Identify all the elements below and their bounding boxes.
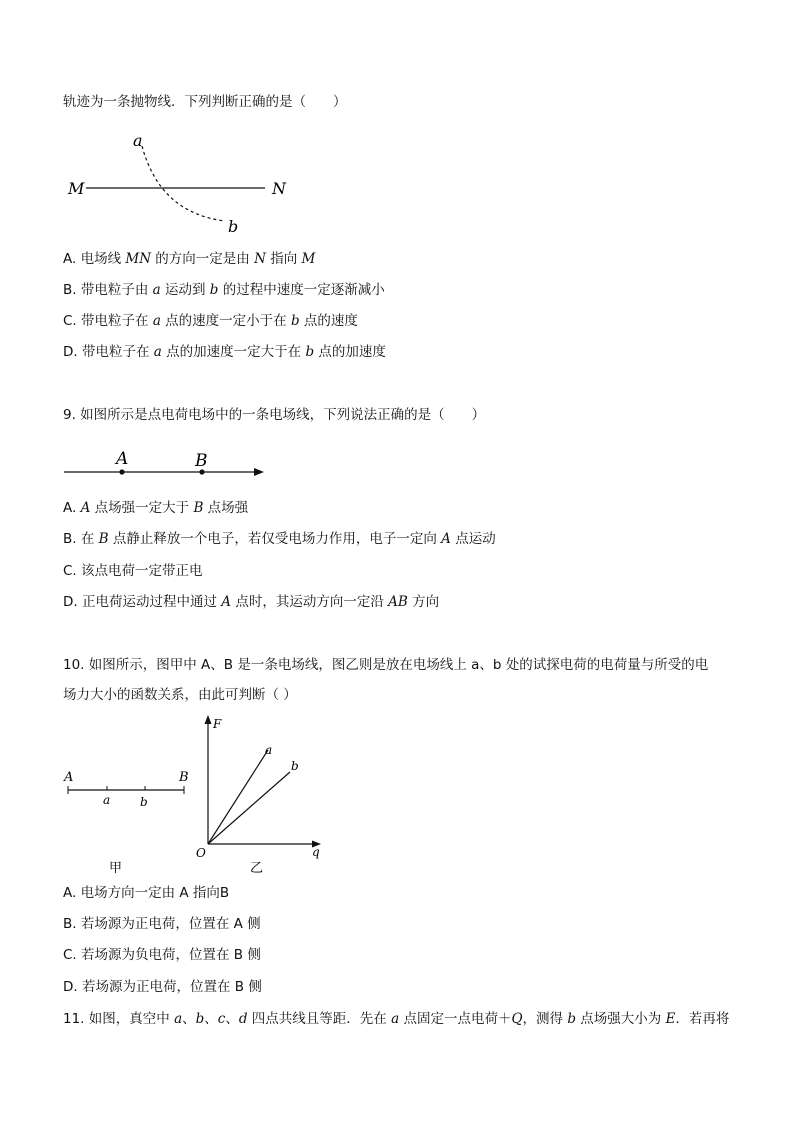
label-a: a xyxy=(103,793,111,807)
line-a xyxy=(208,750,268,844)
q9-option-d: D. 正电荷运动过程中通过 A 点时，其运动方向一定沿 AB 方向 xyxy=(63,594,440,610)
q9-option-b: B. 在 B 点静止释放一个电子，若仅受电场力作用，电子一定向 A 点运动 xyxy=(63,531,496,547)
caption-yi: 乙 xyxy=(250,861,264,876)
q8-option-c: C. 带电粒子在 a 点的速度一定小于在 b 点的速度 xyxy=(63,313,358,329)
q9-option-c: C. 该点电荷一定带正电 xyxy=(63,563,203,579)
q10-stem-line1: 10. 如图所示，图甲中 A、B 是一条电场线，图乙则是放在电场线上 a、b 处的试探电荷的电荷量与所受的电 xyxy=(63,657,709,673)
q10-option-b: B. 若场源为正电荷，位置在 A 侧 xyxy=(63,916,261,932)
q9-option-a: A. A 点场强一定大于 B 点场强 xyxy=(63,500,249,516)
label-a: a xyxy=(265,743,273,757)
q8-option-b: B. 带电粒子由 a 运动到 b 的过程中速度一定逐渐减小 xyxy=(63,282,385,298)
label-M: M xyxy=(68,179,85,198)
parabolic-trajectory xyxy=(142,146,225,221)
label-b: b xyxy=(228,217,239,236)
caption-jia: 甲 xyxy=(109,861,123,876)
point-a-dot xyxy=(119,469,124,474)
label-B: B xyxy=(179,770,189,785)
label-q: q xyxy=(312,845,320,859)
label-A: A xyxy=(116,449,129,469)
label-F: F xyxy=(213,717,222,731)
arrow-head-icon xyxy=(254,468,264,476)
q11-stem: 11. 如图，真空中 a、b、c、d 四点共线且等距．先在 a 点固定一点电荷＋Q，测得 b 点场强大小为 E．若再将 xyxy=(63,1011,730,1027)
q10-option-c: C. 若场源为负电荷，位置在 B 侧 xyxy=(63,947,261,963)
q9-figure xyxy=(60,444,275,484)
q10-stem-line2: 场力大小的函数关系，由此可判断（ ） xyxy=(63,687,297,703)
q10-figure-jia xyxy=(62,766,192,878)
label-N: N xyxy=(272,179,286,198)
q10-option-a: A. 电场方向一定由 A 指向B xyxy=(63,885,230,901)
label-b: b xyxy=(140,795,148,809)
q9-stem: 9. 如图所示是点电荷电场中的一条电场线，下列说法正确的是（ ） xyxy=(63,407,486,423)
label-O: O xyxy=(196,846,206,860)
label-A: A xyxy=(64,770,74,785)
q8-option-d: D. 带电粒子在 a 点的加速度一定大于在 b 点的加速度 xyxy=(63,344,386,360)
q8-option-a: A. 电场线 MN 的方向一定是由 N 指向 M xyxy=(63,251,316,267)
label-B: B xyxy=(195,451,208,471)
q8-stem-tail: 轨迹为一条抛物线．下列判断正确的是（ ） xyxy=(63,94,347,110)
label-b: b xyxy=(291,759,299,773)
line-b xyxy=(208,772,290,844)
label-a: a xyxy=(133,131,143,150)
arrow-up-icon xyxy=(205,715,212,724)
q10-option-d: D. 若场源为正电荷，位置在 B 侧 xyxy=(63,979,262,995)
q8-figure xyxy=(60,128,300,238)
q10-figure-yi xyxy=(190,712,325,880)
